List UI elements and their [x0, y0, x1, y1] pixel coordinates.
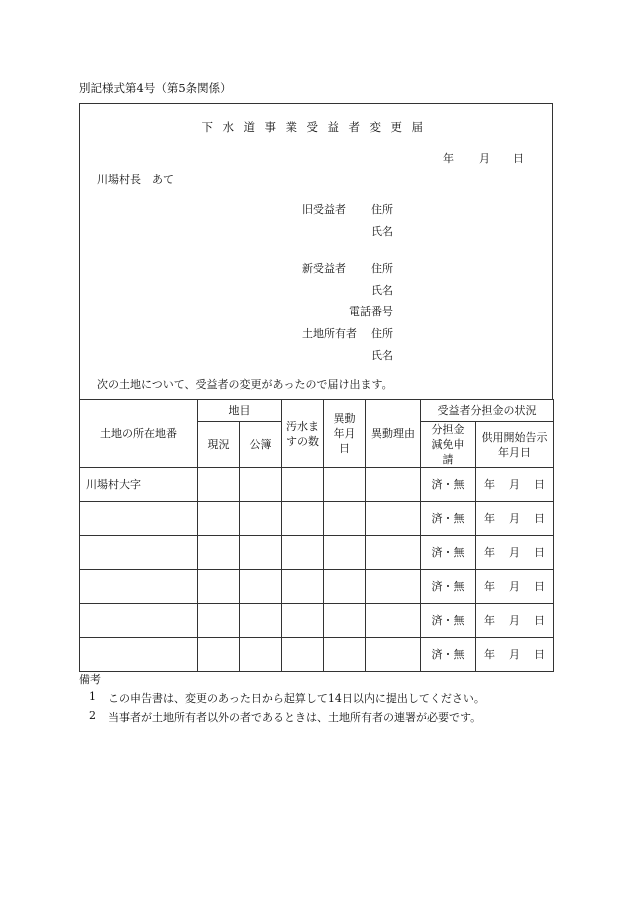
header-sewage-count: 汚水ますの数 — [282, 400, 324, 468]
row-change-reason[interactable] — [366, 502, 421, 536]
row-sewage-count[interactable] — [282, 570, 324, 604]
header-registry: 公簿 — [240, 422, 282, 468]
header-change-date: 異動年月日 — [324, 400, 366, 468]
land-table — [79, 399, 554, 672]
note-text: 当事者が土地所有者以外の者であるときは、土地所有者の連署が必要です。 — [108, 711, 482, 724]
row-current[interactable] — [198, 468, 240, 502]
header-land-category: 地目 — [198, 400, 282, 422]
note-number: 1 — [89, 690, 96, 703]
statement-text: 次の土地について、受益者の変更があったので届け出ます。 — [97, 378, 393, 391]
row-current[interactable] — [198, 638, 240, 672]
date-month: 月 — [479, 152, 490, 165]
table-row — [80, 604, 554, 638]
header-change-reason: 異動理由 — [366, 400, 421, 468]
note-text: この申告書は、変更のあった日から起算して14日以内に提出してください。 — [108, 692, 485, 705]
new-beneficiary-phone-label: 電話番号 — [349, 305, 393, 318]
old-beneficiary-name-label: 氏名 — [371, 225, 393, 238]
header-current: 現況 — [198, 422, 240, 468]
row-sewage-count[interactable] — [282, 638, 324, 672]
row-registry[interactable] — [240, 604, 282, 638]
old-beneficiary-label: 旧受益者 — [302, 203, 346, 216]
row-exemption[interactable]: 済・無 — [421, 638, 476, 672]
row-current[interactable] — [198, 502, 240, 536]
row-change-date[interactable] — [324, 638, 366, 672]
row-sewage-count[interactable] — [282, 536, 324, 570]
row-registry[interactable] — [240, 536, 282, 570]
header-service-start: 供用開始告示年月日 — [476, 422, 554, 468]
row-registry[interactable] — [240, 468, 282, 502]
row-change-date[interactable] — [324, 570, 366, 604]
row-exemption[interactable]: 済・無 — [421, 570, 476, 604]
header-burden-status: 受益者分担金の状況 — [421, 400, 554, 422]
row-registry[interactable] — [240, 502, 282, 536]
row-location[interactable] — [80, 638, 198, 672]
old-beneficiary-address-label: 住所 — [371, 203, 393, 216]
row-sewage-count[interactable] — [282, 604, 324, 638]
row-exemption[interactable]: 済・無 — [421, 468, 476, 502]
row-service-start-date[interactable]: 年 月 日 — [476, 604, 554, 638]
row-change-reason[interactable] — [366, 536, 421, 570]
row-change-reason[interactable] — [366, 638, 421, 672]
row-sewage-count[interactable] — [282, 468, 324, 502]
row-current[interactable] — [198, 604, 240, 638]
addressee: 川場村長 あて — [97, 173, 174, 186]
table-row — [80, 502, 554, 536]
row-sewage-count[interactable] — [282, 502, 324, 536]
row-change-date[interactable] — [324, 502, 366, 536]
row-location[interactable] — [80, 604, 198, 638]
notes-heading: 備考 — [79, 673, 101, 686]
note-number: 2 — [89, 709, 96, 722]
row-change-date[interactable] — [324, 536, 366, 570]
row-service-start-date[interactable]: 年 月 日 — [476, 570, 554, 604]
form-number: 別記様式第4号（第5条関係） — [79, 81, 232, 95]
row-current[interactable] — [198, 536, 240, 570]
row-change-reason[interactable] — [366, 468, 421, 502]
form-title: 下水道事業受益者変更届 — [201, 120, 433, 134]
row-location[interactable]: 川場村大字 — [80, 468, 198, 502]
new-beneficiary-name-label: 氏名 — [371, 284, 393, 297]
row-exemption[interactable]: 済・無 — [421, 536, 476, 570]
row-exemption[interactable]: 済・無 — [421, 604, 476, 638]
table-row — [80, 638, 554, 672]
form-header-frame — [79, 103, 553, 399]
new-beneficiary-label: 新受益者 — [302, 262, 346, 275]
row-current[interactable] — [198, 570, 240, 604]
row-service-start-date[interactable]: 年 月 日 — [476, 536, 554, 570]
row-change-date[interactable] — [324, 468, 366, 502]
landowner-label: 土地所有者 — [302, 327, 357, 340]
header-location: 土地の所在地番 — [80, 400, 198, 468]
row-exemption[interactable]: 済・無 — [421, 502, 476, 536]
row-service-start-date[interactable]: 年 月 日 — [476, 638, 554, 672]
row-location[interactable] — [80, 502, 198, 536]
landowner-name-label: 氏名 — [371, 349, 393, 362]
date-year: 年 — [443, 152, 454, 165]
row-change-reason[interactable] — [366, 604, 421, 638]
landowner-address-label: 住所 — [371, 327, 393, 340]
row-service-start-date[interactable]: 年 月 日 — [476, 468, 554, 502]
row-service-start-date[interactable]: 年 月 日 — [476, 502, 554, 536]
row-change-reason[interactable] — [366, 570, 421, 604]
date-day: 日 — [513, 152, 524, 165]
row-location[interactable] — [80, 570, 198, 604]
row-change-date[interactable] — [324, 604, 366, 638]
table-row — [80, 468, 554, 502]
table-row — [80, 570, 554, 604]
header-exemption: 分担金減免申請 — [421, 422, 476, 468]
row-registry[interactable] — [240, 638, 282, 672]
table-row — [80, 536, 554, 570]
row-registry[interactable] — [240, 570, 282, 604]
row-location[interactable] — [80, 536, 198, 570]
new-beneficiary-address-label: 住所 — [371, 262, 393, 275]
